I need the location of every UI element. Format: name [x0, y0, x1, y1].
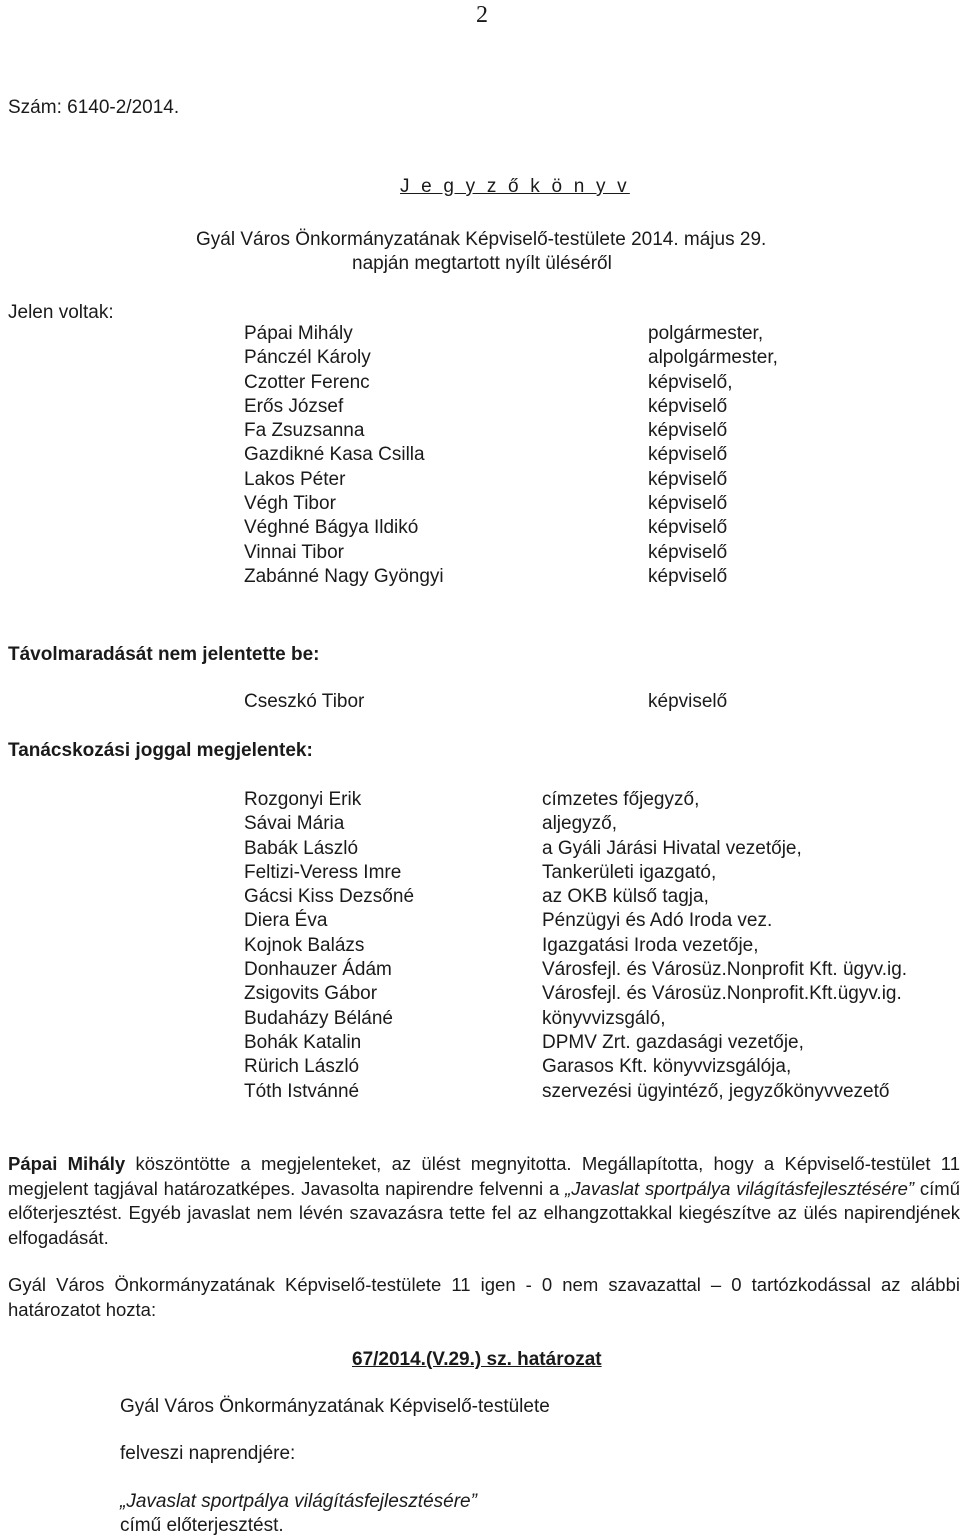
proposal-title: „Javaslat sportpálya világításfejlesztésére” — [565, 1177, 915, 1199]
member-name: Erős József — [244, 395, 344, 417]
member-name: Lakos Péter — [244, 468, 346, 490]
member-name: Vinnai Tibor — [244, 541, 344, 563]
subtitle-line-2: napján megtartott nyílt üléséről — [352, 253, 612, 274]
resolution-line-3: „Javaslat sportpálya világításfejlesztésére” — [120, 1491, 477, 1512]
advisor-name: Kojnok Balázs — [244, 934, 365, 956]
member-name: Gazdikné Kasa Csilla — [244, 444, 425, 466]
advisor-name: Feltizi-Veress Imre — [244, 861, 402, 883]
advisor-name: Zsigovits Gábor — [244, 983, 378, 1005]
advisor-role: Tankerületi igazgató, — [542, 861, 717, 883]
advisor-name: Sávai Mária — [244, 813, 345, 835]
advisor-name: Donhauzer Ádám — [244, 959, 392, 981]
resolution-line-4: című előterjesztést. — [120, 1515, 284, 1536]
advisor-name: Rürich László — [244, 1056, 360, 1078]
member-name: Czotter Ferenc — [244, 371, 370, 393]
advisor-role: Pénzügyi és Adó Iroda vez. — [542, 910, 773, 932]
advisor-role: a Gyáli Járási Hivatal vezetője, — [542, 837, 802, 859]
member-name: Fa Zsuzsanna — [244, 420, 365, 442]
present-roles — [648, 322, 778, 589]
paragraph-text: köszöntötte a megjelenteket, az ülést megnyitotta. Megállapította, hogy a Képviselő-testület 11 megjelent tagjával határozatképes. Javasolta napirendre felvenni a — [8, 1153, 960, 1199]
member-role: polgármester, — [648, 323, 764, 344]
advisor-role: Városfejl. és Városüz.Nonprofit.Kft.ügyv.ig. — [542, 983, 902, 1005]
advisory-names — [244, 788, 414, 1104]
resolution-line-2: felveszi naprendjére: — [120, 1443, 296, 1464]
vote-paragraph: Gyál Város Önkormányzatának Képviselő-testülete 11 igen - 0 nem szavazattal – 0 tartózkodással az alábbi határozatot hozta: — [8, 1274, 960, 1320]
advisor-name: Budaházy Béláné — [244, 1007, 393, 1029]
member-role: képviselő — [648, 517, 728, 539]
advisor-name: Diera Éva — [244, 910, 328, 932]
advisor-name: Babák László — [244, 837, 359, 859]
member-role: képviselő — [648, 468, 728, 490]
advisory-label: Tanácskozási joggal megjelentek: — [8, 740, 313, 761]
advisor-role: szervezési ügyintéző, jegyzőkönyvvezető — [542, 1080, 890, 1102]
document-number: Szám: 6140-2/2014. — [8, 97, 180, 118]
advisor-name: Gácsi Kiss Dezsőné — [244, 886, 415, 908]
member-name: Pánczél Károly — [244, 347, 371, 369]
member-role: képviselő — [648, 541, 728, 563]
member-role: képviselő — [648, 493, 728, 515]
present-label: Jelen voltak: — [8, 302, 114, 323]
member-role: képviselő — [648, 395, 728, 417]
member-role: alpolgármester, — [648, 347, 778, 369]
absent-label: Távolmaradását nem jelentette be: — [8, 644, 320, 665]
absent-role: képviselő — [648, 691, 728, 712]
advisor-role: Városfejl. és Városüz.Nonprofit Kft. ügyv.ig. — [542, 959, 908, 981]
advisor-name: Bohák Katalin — [244, 1031, 362, 1053]
advisor-role: Garasos Kft. könyvvizsgálója, — [542, 1056, 792, 1078]
opening-paragraph — [8, 1152, 960, 1250]
advisor-name: Rozgonyi Erik — [244, 789, 362, 810]
resolution-line-1: Gyál Város Önkormányzatának Képviselő-testülete — [120, 1396, 550, 1417]
present-names — [244, 322, 444, 589]
advisor-role: DPMV Zrt. gazdasági vezetője, — [542, 1031, 804, 1053]
advisor-name: Tóth Istvánné — [244, 1080, 360, 1102]
advisor-role: aljegyző, — [542, 813, 617, 835]
member-role: képviselő — [648, 565, 728, 587]
resolution-number: 67/2014.(V.29.) sz. határozat — [352, 1349, 602, 1370]
advisor-role: címzetes főjegyző, — [542, 789, 700, 810]
member-name: Végh Tibor — [244, 493, 336, 515]
member-name: Zabánné Nagy Gyöngyi — [244, 565, 444, 587]
paragraph-text: című előterjesztést. Egyéb javaslat nem lévén szavazásra tette fel az elhangzottakkal kiegészítve az ülés napirendjének elfogadását. — [8, 1177, 960, 1248]
document-title: J e g y z ő k ö n y v — [400, 176, 630, 197]
subtitle-line-1: Gyál Város Önkormányzatának Képviselő-testülete 2014. május 29. — [196, 229, 767, 250]
page-number: 2 — [476, 2, 488, 28]
member-name: Pápai Mihály — [244, 323, 353, 344]
advisory-roles — [542, 788, 907, 1104]
member-role: képviselő — [648, 444, 728, 466]
advisor-role: könyvvizsgáló, — [542, 1007, 666, 1029]
advisor-role: Igazgatási Iroda vezetője, — [542, 934, 759, 956]
advisor-role: az OKB külső tagja, — [542, 886, 709, 908]
member-role: képviselő — [648, 420, 728, 442]
member-role: képviselő, — [648, 371, 733, 393]
speaker-name: Pápai Mihály — [8, 1153, 126, 1174]
absent-name: Cseszkó Tibor — [244, 691, 365, 712]
member-name: Véghné Bágya Ildikó — [244, 517, 419, 539]
